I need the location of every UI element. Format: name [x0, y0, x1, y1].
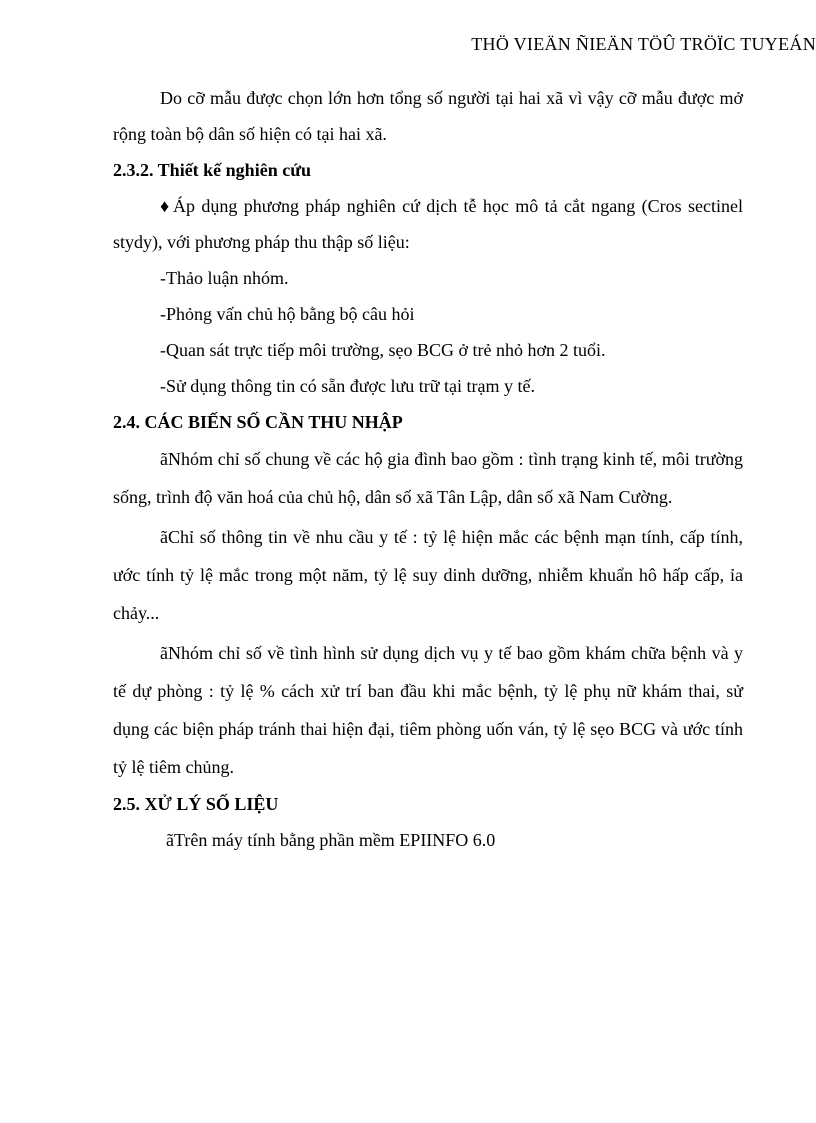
software-text: Trên máy tính bằng phần mềm EPIINFO 6.0 — [174, 830, 496, 850]
diamond-bullet-icon: ♦ — [160, 196, 172, 216]
paragraph-service-usage — [113, 634, 743, 786]
marker-glyph: ã — [160, 449, 168, 469]
paragraph-software — [113, 822, 743, 858]
list-item-available-data: -Sử dụng thông tin có sẵn được lưu trữ tại trạm y tế. — [160, 376, 535, 396]
health-needs-text: Chỉ số thông tin về nhu cầu y tế : tỷ lệ hiện mắc các bệnh mạn tính, cấp tính, ước tính tỷ lệ mắc trong một năm, tỷ lệ suy dinh dưỡng, nhiễm khuẩn hô hấp cấp, ỉa chảy... — [113, 527, 743, 623]
list-item-interview: -Phỏng vấn chủ hộ bằng bộ câu hỏi — [160, 304, 415, 324]
general-indicators-text: Nhóm chỉ số chung về các hộ gia đình bao gồm : tình trạng kinh tế, môi trường sống, trình độ văn hoá của chủ hộ, dân số xã Tân Lập, dân số xã Nam Cường. — [113, 449, 743, 507]
list-item-group-discussion: -Thảo luận nhóm. — [160, 268, 289, 288]
heading-variables: 2.4. CÁC BIẾN SỐ CẦN THU NHẬP — [113, 412, 403, 432]
marker-glyph: ã — [160, 527, 168, 547]
heading-data-processing: 2.5. XỬ LÝ SỐ LIỆU — [113, 794, 279, 814]
paragraph-general-indicators — [113, 440, 743, 516]
list-item-observation: -Quan sát trực tiếp môi trường, sẹo BCG ở trẻ nhỏ hơn 2 tuổi. — [160, 340, 606, 360]
service-usage-text: Nhóm chỉ số về tình hình sử dụng dịch vụ y tế bao gồm khám chữa bệnh và y tế dự phòng : tỷ lệ % cách xử trí ban đầu khi mắc bệnh, tỷ lệ phụ nữ khám thai, sử dụng các biện pháp tránh thai hiện đại, tiêm phòng uốn ván, tỷ lệ sẹo BCG và ước tính tỷ lệ tiêm chủng. — [113, 643, 743, 777]
study-method-text: Áp dụng phương pháp nghiên cứ dịch tễ học mô tả cắt ngang (Cros sectinel stydy), với phương pháp thu thập số liệu: — [113, 196, 743, 252]
page-header: THÖ VIEÄN ÑIEÄN TÖÛ TRÖÏC TUYEÁN — [471, 34, 816, 54]
heading-study-design: 2.3.2. Thiết kế nghiên cứu — [113, 160, 311, 180]
paragraph-study-method — [113, 188, 743, 260]
paragraph-health-needs — [113, 518, 743, 632]
document-body — [113, 80, 743, 858]
marker-glyph: ã — [166, 830, 174, 850]
paragraph-sample-size: Do cỡ mẫu được chọn lớn hơn tổng số người tại hai xã vì vậy cỡ mẫu được mở rộng toàn bộ dân số hiện có tại hai xã. — [113, 88, 743, 144]
marker-glyph: ã — [160, 643, 168, 663]
